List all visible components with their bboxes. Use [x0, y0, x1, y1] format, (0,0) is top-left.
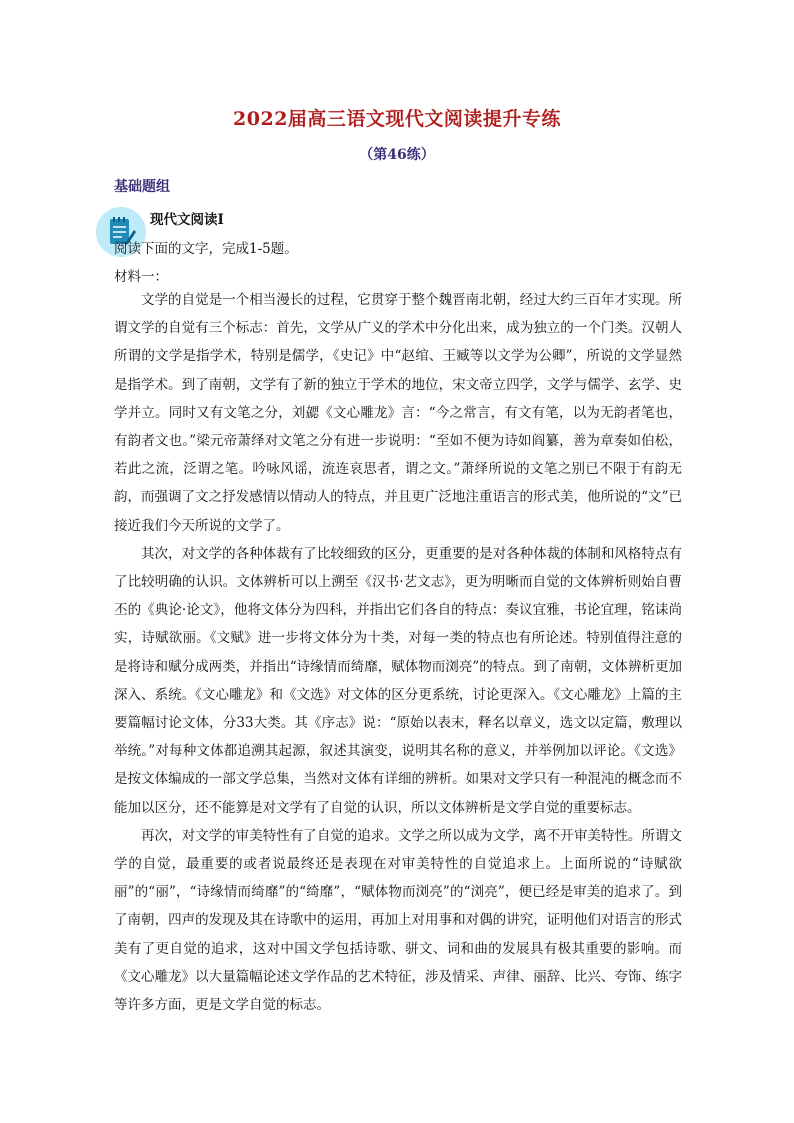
paragraph-3: 再次，对文学的审美特性有了自觉的追求。文学之所以成为文学，离不开审美特性。所谓文学的自觉，最重要的或者说最终还是表现在对审美特性的自觉追求上。上面所说的“诗赋欲丽”的“丽”，“诗缘情而绮靡”的“绮靡”，“赋体物而浏亮”的“浏亮”，便已经是审美的追求了。到了南朝，四声的发现及其在诗歌中的运用，再加上对用事和对偶的讲究，证明他们对语言的形式美有了更自觉的追求，这对中国文学包括诗歌、骈文、词和曲的发展具有极其重要的影响。而《文心雕龙》以大量篇幅论述文学作品的艺术特征，涉及情采、声律、丽辞、比兴、夸饰、练字等许多方面，更是文学自觉的标志。: [114, 827, 682, 1014]
group-label: 基础题组: [114, 179, 170, 195]
material-label: 材料一：: [114, 269, 168, 285]
instruction-text: 阅读下面的文字，完成1-5题。: [114, 241, 298, 257]
paragraph-2: 其次，对文学的各种体裁有了比较细致的区分，更重要的是对各种体裁的体制和风格特点有了比较明确的认识。文体辨析可以上溯至《汉书·艺文志》，更为明晰而自觉的文体辨析则始自曹丕的《典论·论文》，他将文体分为四科，并指出它们各自的特点：奏议宜雅，书论宜理，铭诔尚实，诗赋欲丽。《文赋》进一步将文体分为十类，对每一类的特点也有所论述。特别值得注意的是将诗和赋分成两类，并指出“诗缘情而绮靡，赋体物而浏亮”的特点。到了南朝，文体辨析更加深入、系统。《文心雕龙》和《文选》对文体的区分更系统，讨论更深入。《文心雕龙》上篇的主要篇幅讨论文体，分33大类。其《序志》说：“原始以表末，释名以章义，选文以定篇，敷理以举统。”对每种文体都追溯其起源，叙述其演变，说明其名称的意义，并举例加以评论。《文选》是按文体编成的一部文学总集，当然对文体有详细的辨析。如果对文学只有一种混沌的概念而不能加以区分，还不能算是对文学有了自觉的认识，所以文体辨析是文学自觉的重要标志。: [114, 545, 682, 816]
section-title: 现代文阅读Ⅰ: [150, 212, 224, 228]
paragraph-1: 文学的自觉是一个相当漫长的过程，它贯穿于整个魏晋南北朝，经过大约三百年才实现。所谓文学的自觉有三个标志：首先，文学从广义的学术中分化出来，成为独立的一个门类。汉朝人所谓的文学是指学术，特别是儒学，《史记》中“赵绾、王臧等以文学为公卿”，所说的文学显然是指学术。到了南朝，文学有了新的独立于学术的地位，宋文帝立四学，文学与儒学、玄学、史学并立。同时又有文笔之分，刘勰《文心雕龙》言：“今之常言，有文有笔，以为无韵者笔也，有韵者文也。”梁元帝萧绎对文笔之分有进一步说明：“至如不便为诗如阎纂，善为章奏如伯松，若此之流，泛谓之笔。吟咏风谣，流连哀思者，谓之文。”萧绎所说的文笔之别已不限于有韵无韵，而强调了文之抒发感情以情动人的特点，并且更广泛地注重语言的形式美，他所说的“文”已接近我们今天所说的文学了。: [114, 292, 682, 534]
document-title: 2022届高三语文现代文阅读提升专练: [233, 108, 561, 130]
document-subtitle: （第46练）: [359, 147, 435, 163]
article-body: [114, 286, 682, 1019]
